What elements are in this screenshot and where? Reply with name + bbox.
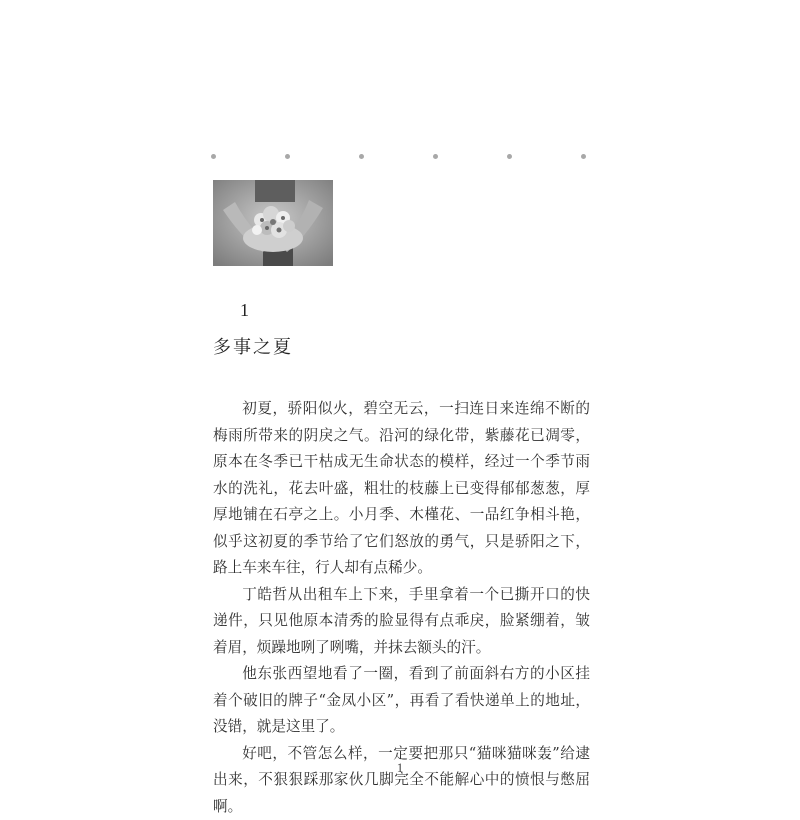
decorative-dot [433,154,438,159]
chapter-body [213,396,590,820]
paragraph: 他东张西望地看了一圈，看到了前面斜右方的小区挂着个破旧的牌子“金凤小区”，再看了看快递单上的地址，没错，就是这里了。 [213,661,590,741]
decorative-dot [581,154,586,159]
decorative-dot [359,154,364,159]
paragraph: 好吧，不管怎么样，一定要把那只“猫咪猫咪轰”给逮出来，不狠狠踩那家伙几脚完全不能解心中的愤恨与憋屈啊。 [213,741,590,820]
decorative-dot [211,154,216,159]
paragraph: 丁皓哲从出租车上下来，手里拿着一个已撕开口的快递件，只见他原本清秀的脸显得有点乖戾，脸紧绷着，皱着眉，烦躁地咧了咧嘴，并抹去额头的汗。 [213,582,590,662]
decorative-dot-row [211,154,591,162]
chapter-title: 多事之夏 [213,333,293,359]
chapter-number: 1 [240,300,249,321]
decorative-dot [285,154,290,159]
page-number: 1 [0,760,800,776]
decorative-dot [507,154,512,159]
paragraph: 初夏，骄阳似火，碧空无云，一扫连日来连绵不断的梅雨所带来的阴戾之气。沿河的绿化带，紫藤花已凋零，原本在冬季已干枯成无生命状态的模样，经过一个季节雨水的洗礼，花去叶盛，粗壮的枝藤上已变得郁郁葱葱，厚厚地铺在石亭之上。小月季、木槿花、一品红争相斗艳，似乎这初夏的季节给了它们怒放的勇气，只是骄阳之下，路上车来车往，行人却有点稀少。 [213,396,590,582]
hands-holding-flowers-photo [213,180,333,266]
